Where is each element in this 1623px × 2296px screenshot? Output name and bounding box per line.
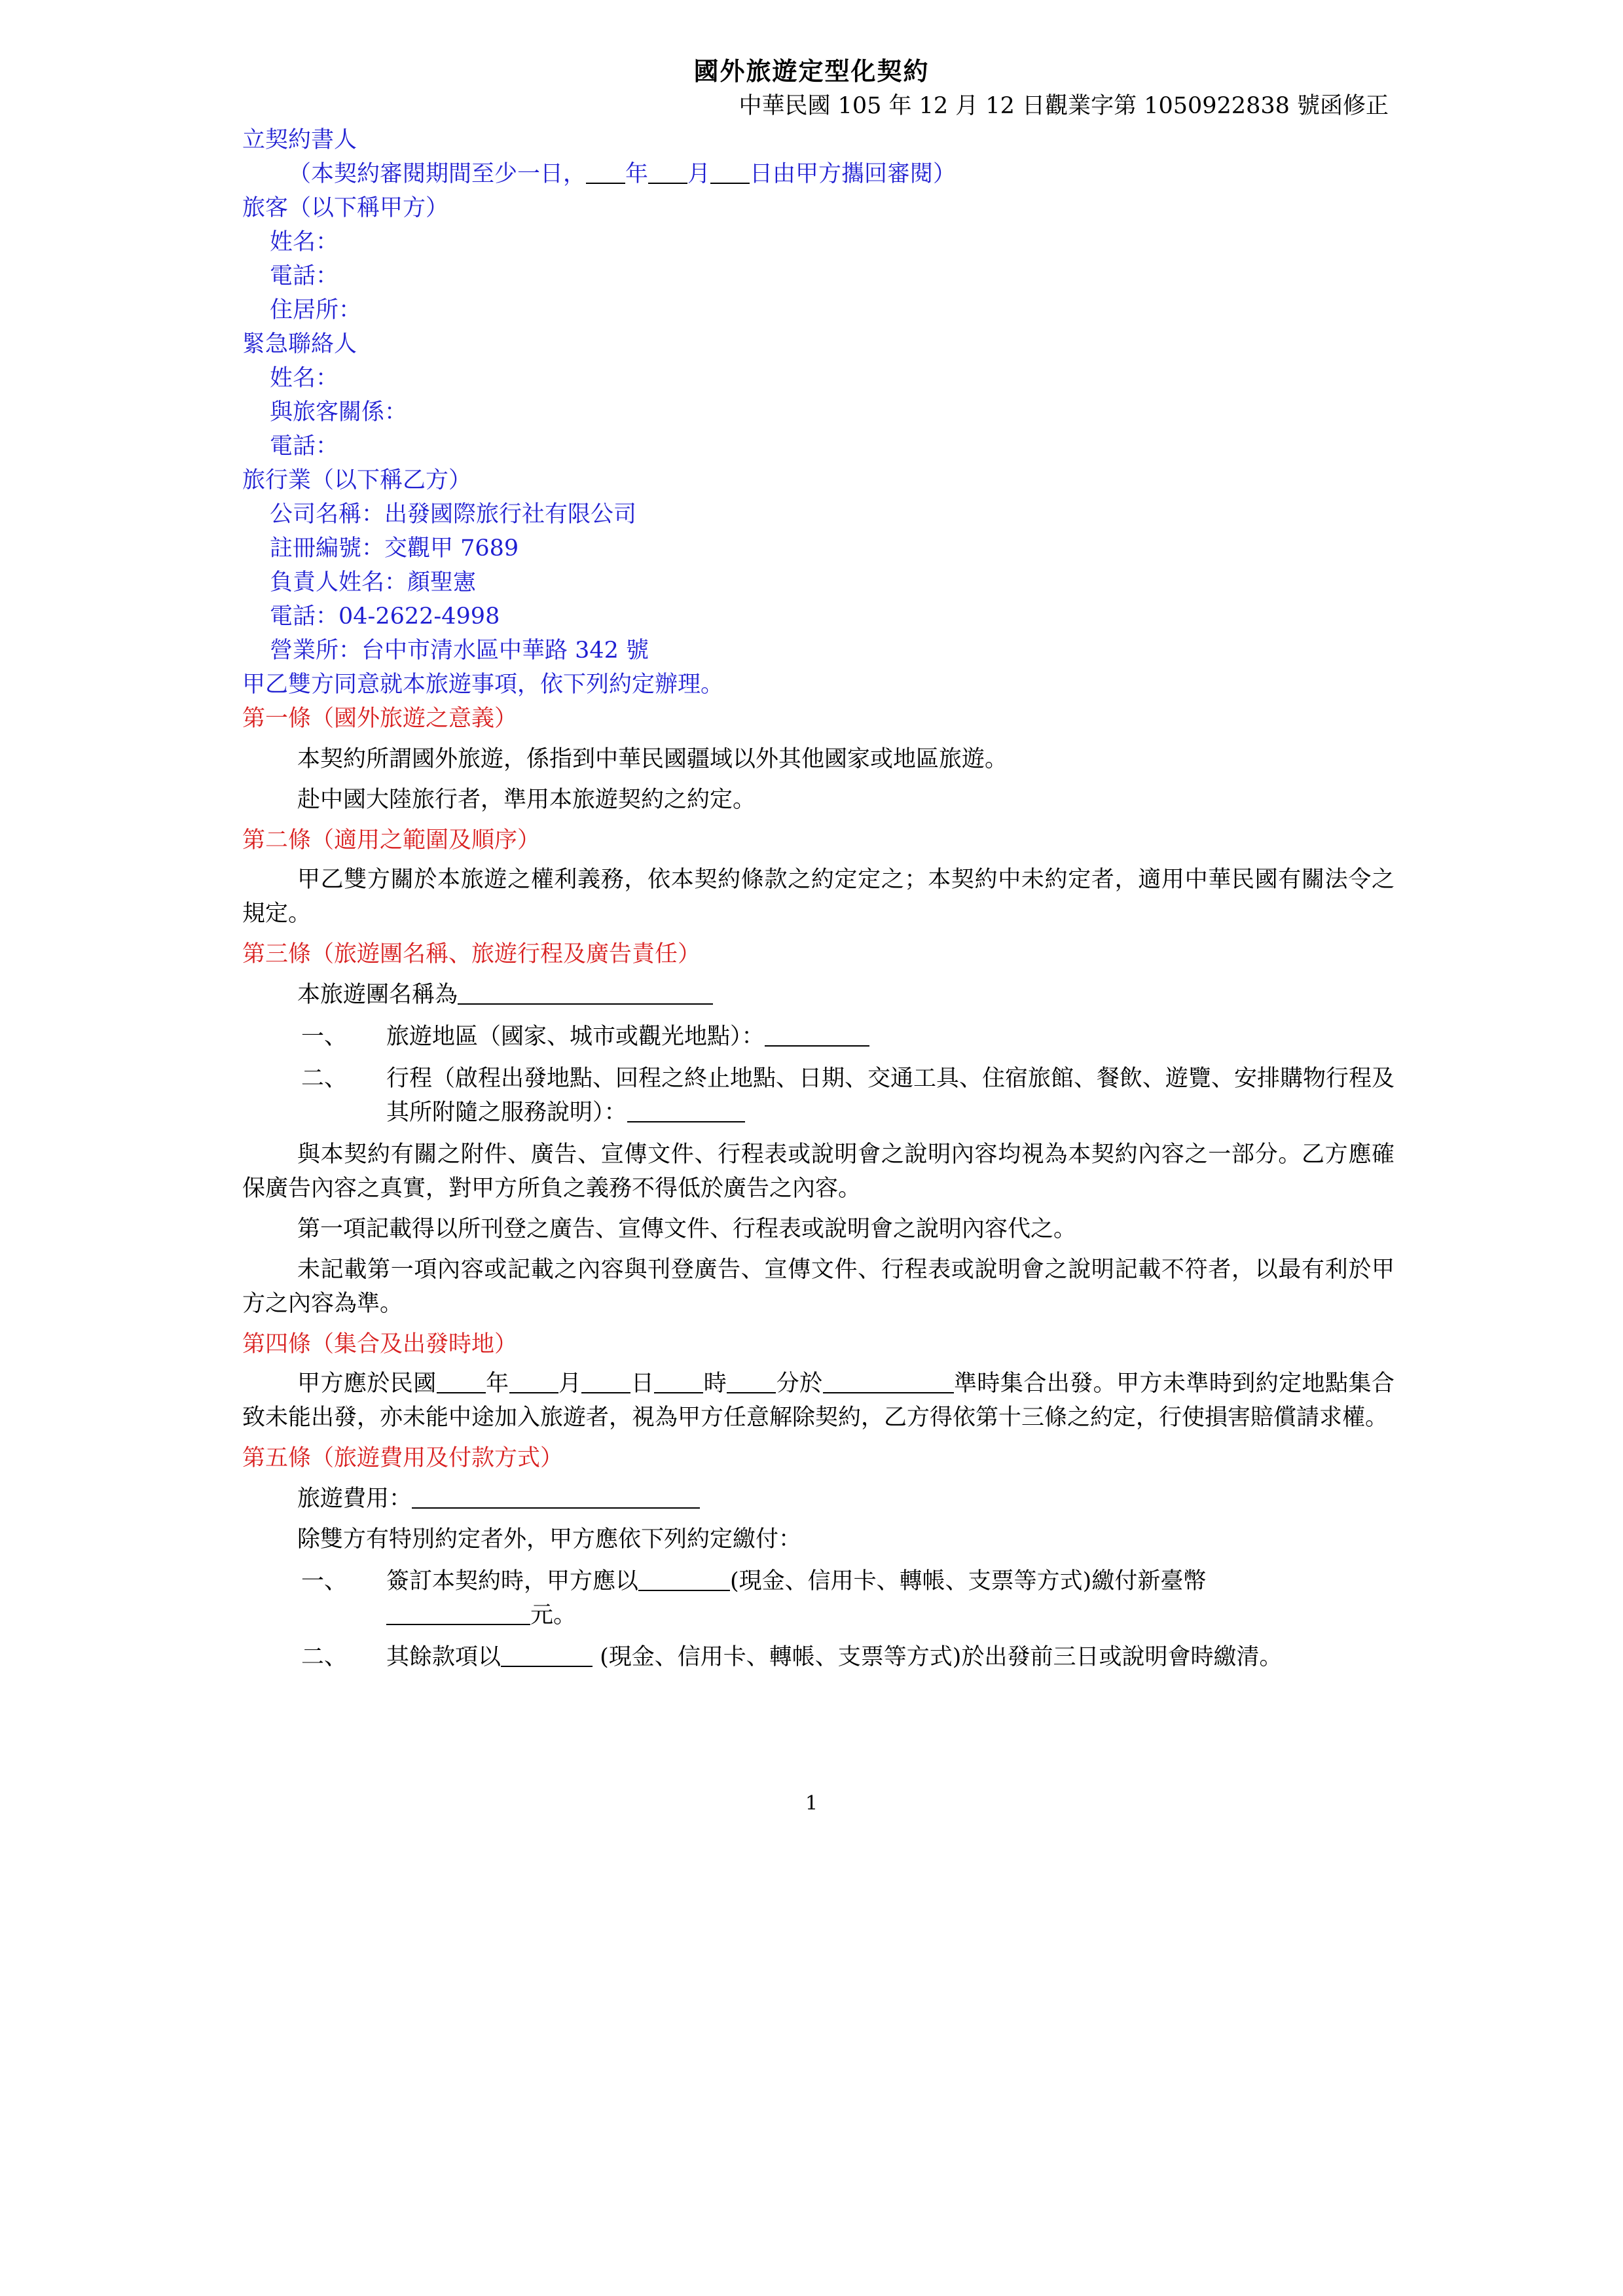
tour-name-blank[interactable]: [458, 980, 713, 1005]
agency-company: 公司名稱：出發國際旅行社有限公司: [270, 501, 637, 528]
article-3-paragraph: 第一項記載得以所刊登之廣告、宣傳文件、行程表或說明會之說明內容代之。: [297, 1216, 1077, 1242]
article-4-paragraph: 甲方應於民國 年 月 日 時 分於 準時集合出發。甲方未準時到約定地點集合致未能出發，亦未能中途加入旅遊者，視為甲方任意解除契約，乙方得依第十三條之約定，行使損害賠償請求權。: [242, 1367, 1395, 1435]
article-5-item-2: 二、 其餘款項以 (現金、信用卡、轉帳、支票等方式)於出發前三日或說明會時繳清。: [242, 1640, 1395, 1674]
agency-registration: 註冊編號：交觀甲 7689: [270, 535, 519, 562]
hour-blank[interactable]: [654, 1369, 703, 1393]
emergency-contact-heading: 緊急聯絡人: [242, 331, 357, 357]
review-year-blank[interactable]: [586, 159, 625, 184]
traveler-address-field: 住居所：: [270, 297, 362, 323]
agency-heading: 旅行業（以下稱乙方）: [242, 467, 472, 493]
article-3-item-2: 二、 行程（啟程出發地點、回程之終止地點、日期、交通工具、住宿旅館、餐飲、遊覽、安排購物行程及其所附隨之服務說明）：: [301, 1066, 1395, 1126]
itinerary-blank[interactable]: [627, 1098, 745, 1122]
document-title: 國外旅遊定型化契約: [693, 56, 930, 86]
traveler-name-field: 姓名：: [270, 229, 339, 255]
article-4-heading: 第四條（集合及出發時地）: [242, 1331, 518, 1357]
year-blank[interactable]: [437, 1369, 486, 1393]
tour-fee-line: 旅遊費用：: [242, 1482, 1395, 1516]
agency-office: 營業所：台中市清水區中華路 342 號: [270, 637, 649, 664]
contract-body: [242, 123, 1395, 1682]
signers-heading: 立契約書人: [242, 127, 357, 153]
review-day-blank[interactable]: [710, 159, 750, 184]
minute-blank[interactable]: [727, 1369, 776, 1393]
agency-phone: 電話：04-2622-4998: [270, 603, 500, 630]
article-2-paragraph: 甲乙雙方關於本旅遊之權利義務，依本契約條款之約定定之；本契約中未約定者，適用中華民國有關法令之規定。: [242, 867, 1395, 927]
tour-fee-blank[interactable]: [412, 1484, 700, 1509]
agreement-statement: 甲乙雙方同意就本旅遊事項，依下列約定辦理。: [242, 672, 724, 698]
emergency-phone-field: 電話：: [270, 433, 339, 459]
tour-name-line: 本旅遊團名稱為: [242, 978, 1395, 1012]
article-3-item-1: 一、 旅遊地區（國家、城市或觀光地點）：: [242, 1020, 1395, 1054]
article-3-paragraph: 未記載第一項內容或記載之內容與刊登廣告、宣傳文件、行程表或說明會之說明記載不符者，以最有利於甲方之內容為準。: [242, 1257, 1395, 1317]
page-number: 1: [805, 1792, 818, 1815]
amendment-note: 中華民國 105 年 12 月 12 日觀業字第 1050922838 號函修正: [739, 93, 1389, 119]
balance-method-blank[interactable]: [501, 1642, 593, 1667]
review-period-note: （本契約審閱期間至少一日， 年 月 日由甲方攜回審閱）: [242, 157, 1395, 191]
article-5-heading: 第五條（旅遊費用及付款方式）: [242, 1445, 564, 1471]
agency-owner: 負責人姓名：顏聖憲: [270, 569, 477, 596]
emergency-name-field: 姓名：: [270, 365, 339, 391]
payment-intro: 除雙方有特別約定者外，甲方應依下列約定繳付：: [297, 1526, 802, 1552]
meeting-place-blank[interactable]: [823, 1369, 954, 1393]
deposit-method-blank[interactable]: [638, 1566, 730, 1591]
article-2-heading: 第二條（適用之範圍及順序）: [242, 827, 541, 853]
traveler-heading: 旅客（以下稱甲方）: [242, 195, 449, 221]
traveler-phone-field: 電話：: [270, 263, 339, 289]
article-3-paragraph: 與本契約有關之附件、廣告、宣傳文件、行程表或說明會之說明內容均視為本契約內容之一部分。乙方應確保廣告內容之真實，對甲方所負之義務不得低於廣告之內容。: [242, 1141, 1395, 1202]
review-month-blank[interactable]: [648, 159, 687, 184]
deposit-amount-blank[interactable]: [386, 1600, 530, 1625]
day-blank[interactable]: [581, 1369, 630, 1393]
article-1-paragraph: 本契約所謂國外旅遊，係指到中華民國疆域以外其他國家或地區旅遊。: [297, 746, 1008, 772]
article-5-item-1: 一、 簽訂本契約時，甲方應以 (現金、信用卡、轉帳、支票等方式)繳付新臺幣 元。: [242, 1564, 1395, 1632]
emergency-relation-field: 與旅客關係：: [270, 399, 408, 425]
month-blank[interactable]: [509, 1369, 558, 1393]
article-3-heading: 第三條（旅遊團名稱、旅遊行程及廣告責任）: [242, 941, 701, 967]
article-1-heading: 第一條（國外旅遊之意義）: [242, 706, 518, 732]
article-1-paragraph: 赴中國大陸旅行者，準用本旅遊契約之約定。: [297, 787, 756, 813]
tour-region-blank[interactable]: [765, 1022, 869, 1047]
